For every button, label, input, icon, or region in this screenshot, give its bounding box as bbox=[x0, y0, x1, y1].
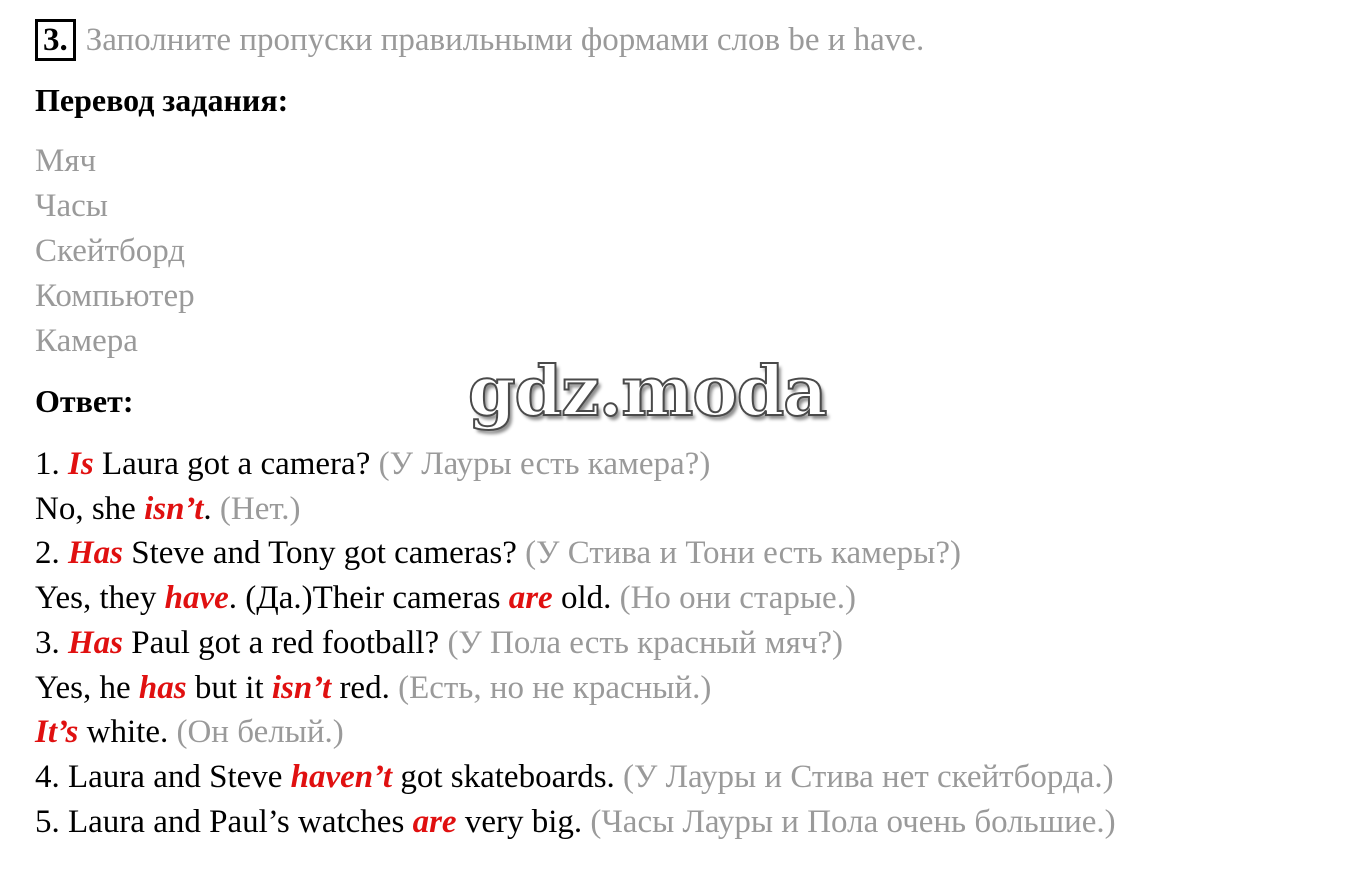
answer-translation: (Но они старые.) bbox=[619, 580, 856, 617]
answer-filled-word: Is bbox=[68, 446, 94, 482]
answer-filled-word: are bbox=[508, 580, 553, 617]
answer-line bbox=[35, 710, 1116, 755]
answer-line bbox=[35, 755, 1116, 800]
answer-line bbox=[35, 442, 1116, 487]
task-number: 3. bbox=[35, 19, 76, 61]
vocabulary-item: Камера bbox=[35, 323, 138, 359]
answer-text: No, she bbox=[35, 490, 145, 527]
answer-filled-word: Has bbox=[68, 624, 124, 661]
answer-filled-word: has bbox=[138, 669, 187, 706]
answer-translation: (Нет.) bbox=[219, 490, 301, 527]
answer-text: Yes, he bbox=[35, 669, 139, 706]
answer-translation: (У Пола есть красный мяч?) bbox=[447, 624, 844, 661]
answer-text: . bbox=[203, 490, 220, 527]
answer-text: Laura and Steve bbox=[68, 758, 291, 795]
answer-filled-word: haven’t bbox=[290, 758, 393, 795]
answer-translation: (Есть, но не красный.) bbox=[398, 669, 712, 706]
answer-text: Steve and Tony got cameras? bbox=[123, 535, 526, 572]
answer-line bbox=[35, 666, 1116, 711]
answer-text: Yes, they bbox=[35, 580, 165, 617]
answer-filled-word: isn’t bbox=[271, 669, 332, 706]
answer-number: 5. bbox=[35, 803, 68, 840]
answer-number: 2. bbox=[35, 535, 68, 572]
answer-text: got skateboards. bbox=[392, 758, 624, 795]
answer-heading: Ответ: bbox=[35, 383, 134, 419]
answer-translation: (У Лауры есть камера?) bbox=[378, 446, 711, 482]
answer-line bbox=[35, 621, 1116, 666]
answer-text: very big. bbox=[456, 803, 591, 840]
answer-text: Paul got a red football? bbox=[123, 624, 448, 661]
answer-filled-word: have bbox=[164, 580, 229, 617]
answer-line bbox=[35, 487, 1116, 532]
answer-text: old. bbox=[552, 580, 620, 617]
answer-translation: (У Стива и Тони есть камеры?) bbox=[525, 535, 961, 572]
answer-list bbox=[35, 442, 1116, 844]
answer-translation: (Он белый.) bbox=[176, 714, 344, 751]
answer-line bbox=[35, 531, 1116, 576]
answer-text: red. bbox=[331, 669, 399, 706]
answer-filled-word: isn’t bbox=[144, 490, 204, 527]
vocabulary-list bbox=[35, 139, 195, 364]
answer-filled-word: Has bbox=[68, 535, 124, 572]
answer-text: . (Да.)Their cameras bbox=[228, 580, 509, 617]
vocabulary-item: Компьютер bbox=[35, 278, 195, 314]
answer-text: white. bbox=[78, 714, 177, 751]
answer-text: Laura got a camera? bbox=[93, 446, 379, 482]
answer-filled-word: It’s bbox=[35, 714, 79, 751]
vocabulary-item: Скейтборд bbox=[35, 233, 186, 269]
answer-text: but it bbox=[186, 669, 272, 706]
vocabulary-item: Мяч bbox=[35, 143, 97, 179]
answer-number: 4. bbox=[35, 758, 68, 795]
answer-number: 1. bbox=[35, 446, 68, 482]
answer-translation: (Часы Лауры и Пола очень большие.) bbox=[590, 803, 1116, 840]
translation-heading: Перевод задания: bbox=[35, 82, 289, 118]
answer-text: Laura and Paul’s watches bbox=[68, 803, 413, 840]
task-header bbox=[35, 16, 924, 64]
answer-line bbox=[35, 576, 1116, 621]
watermark-logo: gdz.moda bbox=[468, 352, 827, 432]
answer-translation: (У Лауры и Стива нет скейтборда.) bbox=[623, 758, 1114, 795]
vocabulary-item: Часы bbox=[35, 188, 108, 224]
answer-number: 3. bbox=[35, 624, 68, 661]
task-instruction: Заполните пропуски правильными формами слов be и have. bbox=[85, 21, 925, 58]
answer-filled-word: are bbox=[412, 803, 457, 840]
answer-line bbox=[35, 800, 1116, 845]
